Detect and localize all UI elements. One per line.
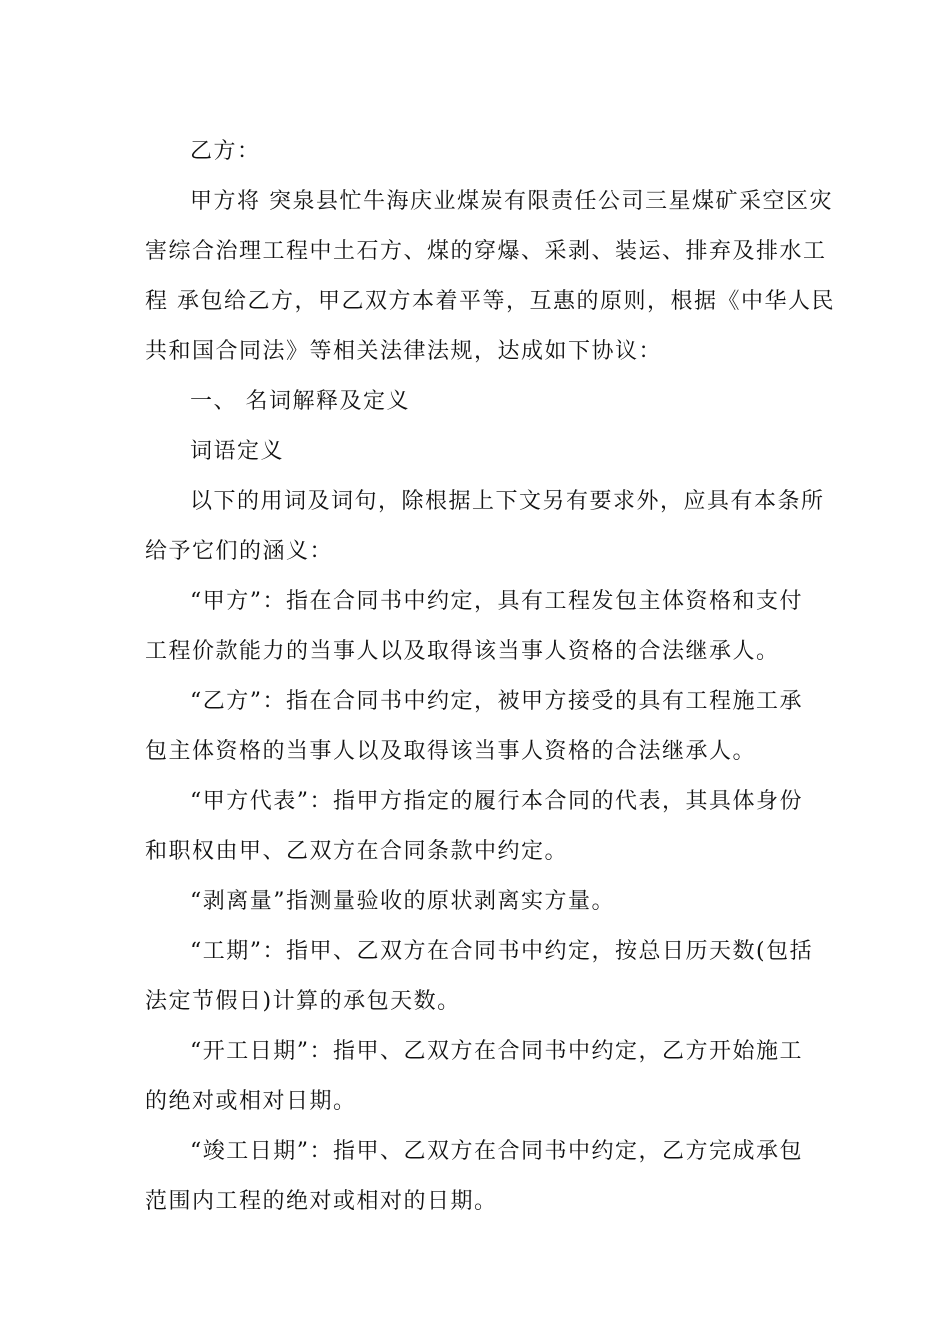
- definition-party-b-line: 包主体资格的当事人以及取得该当事人资格的合法继承人。: [145, 739, 757, 764]
- definition-representative-line: 和职权由甲、乙双方在合同条款中约定。: [145, 839, 569, 864]
- definition-party-b-line: “乙方”：指在合同书中约定，被甲方接受的具有工程施工承: [190, 689, 803, 714]
- definition-completion-date-line: 范围内工程的绝对或相对的日期。: [145, 1189, 498, 1214]
- definition-party-a-line: 工程价款能力的当事人以及取得该当事人资格的合法继承人。: [145, 639, 780, 664]
- definition-party-a-line: “甲方”：指在合同书中约定，具有工程发包主体资格和支付: [190, 589, 803, 614]
- definition-stripping-volume-line: “剥离量”指测量验收的原状剥离实方量。: [190, 889, 615, 914]
- intro-paragraph-line: 程 承包给乙方，甲乙双方本着平等，互惠的原则，根据《中华人民: [145, 289, 835, 314]
- section-heading: 一、 名词解释及定义: [190, 389, 410, 414]
- subsection-heading: 词语定义: [190, 439, 285, 464]
- intro-paragraph-line: 甲方将 突泉县忙牛海庆业煤炭有限责任公司三星煤矿采空区灾: [190, 189, 833, 214]
- intro-paragraph-line: 共和国合同法》等相关法律法规，达成如下协议：: [145, 339, 663, 364]
- definitions-intro-line: 以下的用词及词句，除根据上下文另有要求外，应具有本条所: [190, 489, 825, 514]
- intro-paragraph-line: 害综合治理工程中土石方、煤的穿爆、采剥、装运、排弃及排水工: [145, 239, 827, 264]
- definition-completion-date-line: “竣工日期”：指甲、乙双方在合同书中约定，乙方完成承包: [190, 1139, 803, 1164]
- definition-duration-line: “工期”：指甲、乙双方在合同书中约定，按总日历天数(包括: [190, 939, 814, 964]
- definitions-intro-line: 给予它们的涵义：: [145, 539, 334, 564]
- definition-duration-line: 法定节假日)计算的承包天数。: [145, 989, 461, 1014]
- definition-start-date-line: “开工日期”：指甲、乙双方在合同书中约定，乙方开始施工: [190, 1039, 803, 1064]
- definition-representative-line: “甲方代表”：指甲方指定的履行本合同的代表，其具体身份: [190, 789, 803, 814]
- definition-start-date-line: 的绝对或相对日期。: [145, 1089, 357, 1114]
- party-b-heading: 乙方：: [190, 139, 261, 164]
